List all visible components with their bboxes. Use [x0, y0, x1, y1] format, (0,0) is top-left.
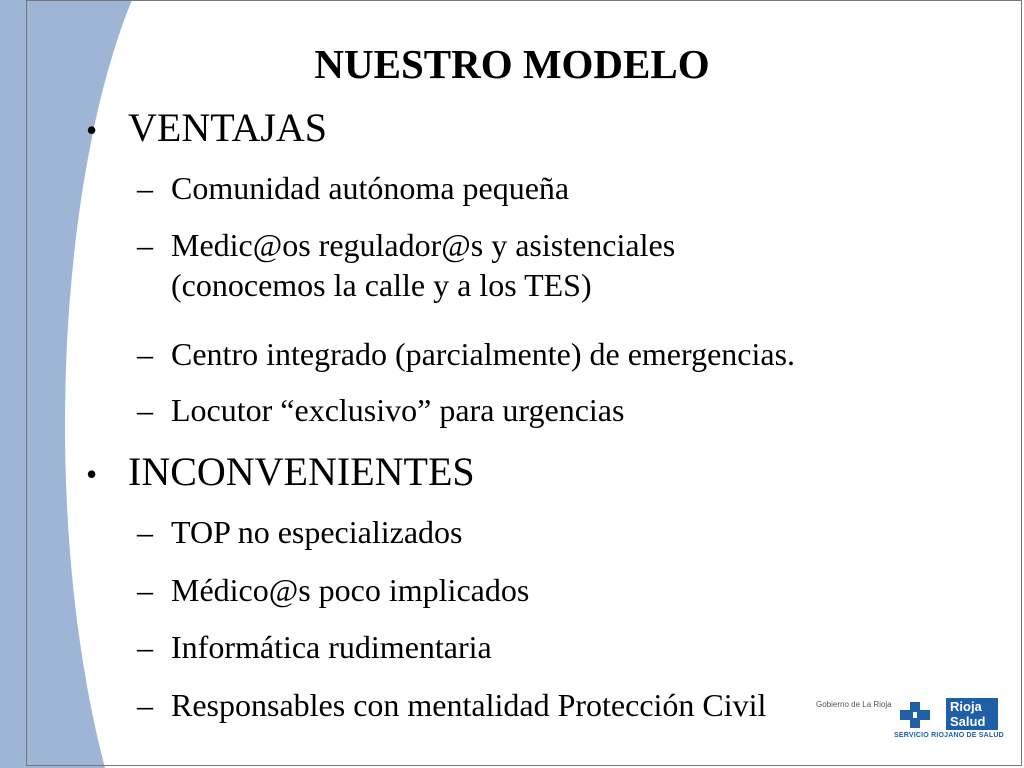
dash-marker: – [137, 629, 153, 665]
bullet-marker: • [86, 456, 98, 492]
list-item-text: Locutor “exclusivo” para urgencias [171, 392, 625, 428]
dash-marker: – [137, 514, 153, 550]
list-item-text: Comunidad autónoma pequeña [171, 170, 570, 206]
dash-marker: – [137, 227, 153, 263]
section-heading-ventajas [86, 104, 327, 154]
list-item-text: TOP no especializados [171, 514, 463, 550]
brand-line-1: Rioja [950, 699, 982, 714]
service-label: SERVICIO RIOJANO DE SALUD [894, 732, 1004, 739]
section-heading-text: INCONVENIENTES [128, 449, 475, 494]
list-item [137, 334, 795, 374]
brand-badge [946, 698, 998, 730]
list-item-text: Informática rudimentaria [171, 629, 492, 665]
list-item [137, 627, 492, 667]
dash-marker: – [137, 392, 153, 428]
list-item [137, 390, 624, 430]
brand-line-2: Salud [950, 714, 986, 729]
dash-marker: – [137, 572, 153, 608]
list-item [137, 512, 462, 552]
section-heading-inconvenientes [86, 448, 475, 498]
dash-marker: – [137, 170, 153, 206]
list-item-text: Medic@os regulador@s y asistenciales [171, 227, 676, 263]
dash-marker: – [137, 687, 153, 723]
list-item-text: Responsables con mentalidad Protección Civil [171, 687, 767, 723]
dash-marker: – [137, 336, 153, 372]
rioja-salud-logo [806, 692, 1004, 746]
list-item [137, 168, 569, 208]
list-item [137, 570, 529, 610]
section-heading-text: VENTAJAS [128, 105, 328, 150]
list-item-text-continuation: (conocemos la calle y a los TES) [171, 267, 592, 303]
government-label: Gobierno de La Rioja [816, 700, 892, 709]
list-item [137, 685, 766, 725]
list-item-text: Centro integrado (parcialmente) de emergencias. [171, 336, 796, 372]
slide-title: NUESTRO MODELO [314, 41, 710, 87]
list-item [137, 225, 675, 305]
list-item-text: Médico@s poco implicados [171, 572, 530, 608]
cross-logo-icon [894, 700, 938, 730]
bullet-marker: • [86, 112, 98, 148]
